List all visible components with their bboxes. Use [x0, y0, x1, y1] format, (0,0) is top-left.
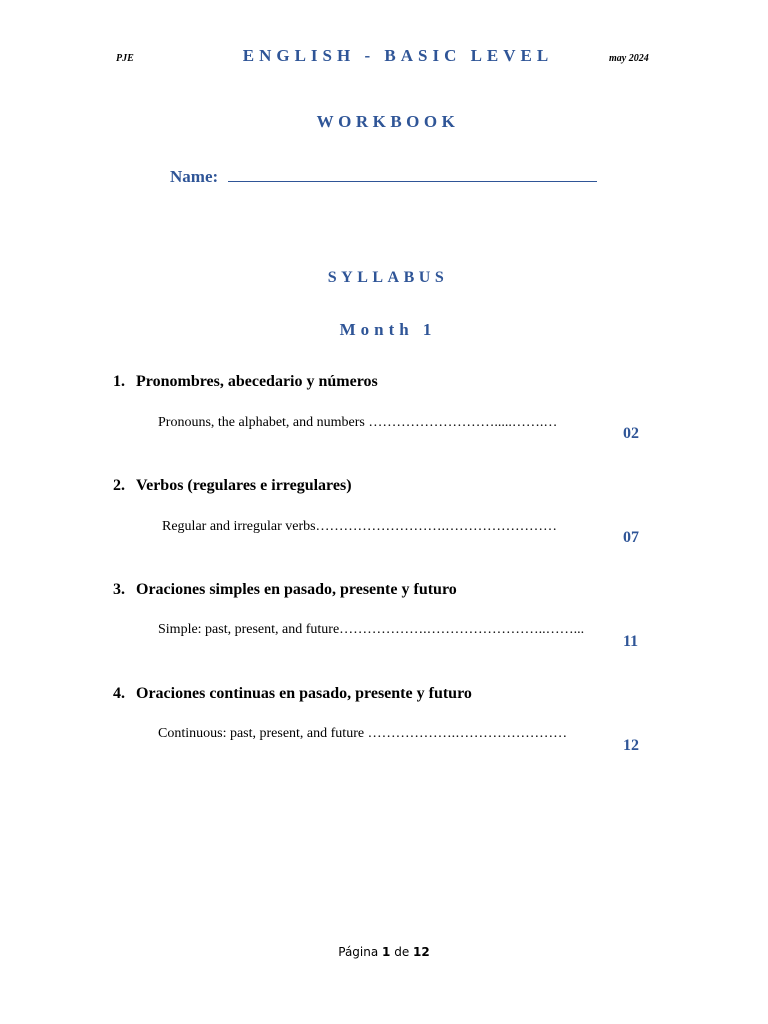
section-title	[113, 373, 378, 391]
section-title-text: Oraciones simples en pasado, presente y futuro	[136, 581, 457, 598]
section-subtitle: Continuous: past, present, and future ……………….……………………	[158, 726, 568, 741]
section-subtitle: Simple: past, present, and future……………….……………………..……...	[158, 622, 585, 637]
footer-middle: de	[390, 945, 414, 959]
syllabus-heading: SYLLABUS	[327, 269, 449, 286]
month-heading: Month 1	[339, 320, 437, 339]
section-title	[113, 685, 472, 703]
section-title-text: Pronombres, abecedario y números	[136, 373, 378, 390]
name-label: Name:	[170, 167, 219, 186]
document-title: ENGLISH - BASIC LEVEL	[242, 46, 554, 65]
header-date: may 2024	[609, 53, 649, 64]
section-subtitle: Pronouns, the alphabet, and numbers ……………………….....…….…	[158, 415, 558, 430]
workbook-heading: WORKBOOK	[316, 112, 460, 131]
footer-total-pages: 12	[413, 945, 430, 959]
name-field	[170, 163, 597, 187]
section-number: 1.	[113, 373, 125, 390]
section-title	[113, 581, 457, 599]
footer-current-page: 1	[382, 945, 391, 959]
section-title-text: Oraciones continuas en pasado, presente y futuro	[136, 685, 472, 702]
section-page-number: 07	[623, 529, 639, 546]
section-number: 2.	[113, 477, 125, 494]
section-number: 3.	[113, 581, 125, 598]
name-blank-line	[228, 163, 597, 182]
section-number: 4.	[113, 685, 125, 702]
footer-prefix: Página	[338, 945, 383, 959]
section-title-text: Verbos (regulares e irregulares)	[136, 477, 352, 494]
section-subtitle: Regular and irregular verbs……………………….……………………	[162, 519, 558, 534]
header-initials: PJE	[116, 53, 134, 64]
page-footer	[0, 945, 768, 959]
section-page-number: 12	[623, 737, 639, 754]
section-page-number: 11	[623, 633, 639, 650]
section-title	[113, 477, 352, 495]
section-page-number: 02	[623, 425, 639, 442]
